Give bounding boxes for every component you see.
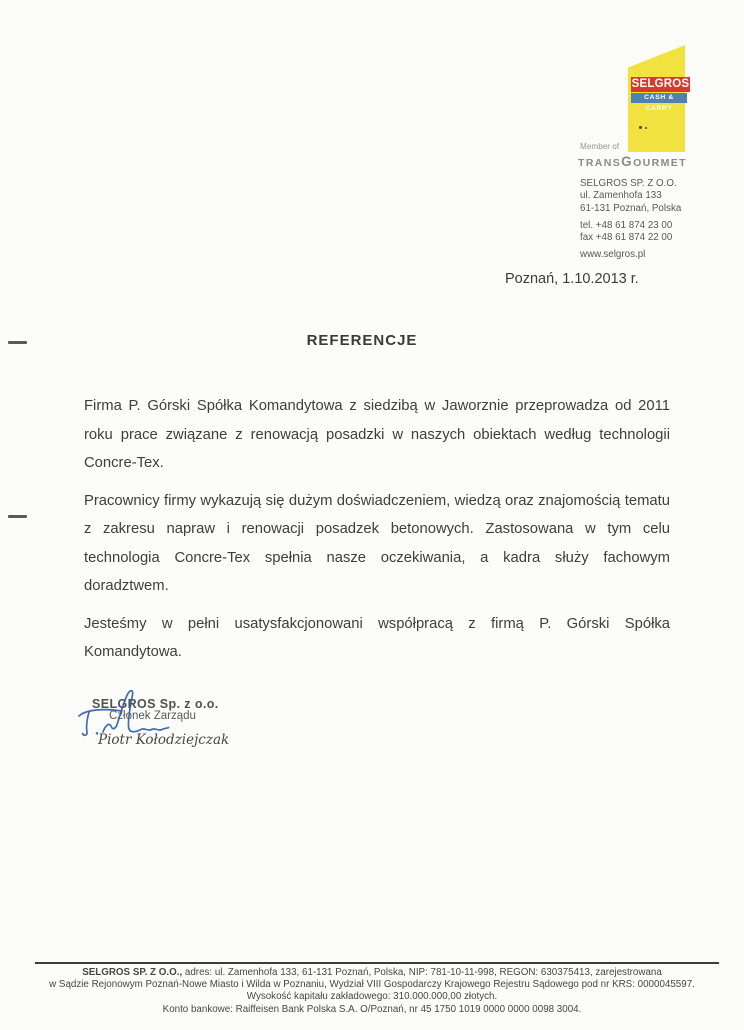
footer-company-bold: SELGROS SP. Z O.O., (82, 967, 183, 978)
transgourmet-pre: TRANS (578, 157, 622, 169)
selgros-logo (628, 45, 692, 153)
street-line: ul. Zamenhofa 133 (580, 190, 662, 202)
website-line: www.selgros.pl (580, 249, 646, 261)
letter-title: REFERENCJE (306, 332, 418, 349)
paragraph-1: Firma P. Górski Spółka Komandytowa z siedzibą w Jaworznie przeprowadza od 2011 roku prace związane z renowacją posadzki w naszych obiektach według technologii Concre-Tex. (84, 398, 670, 471)
letterhead-address (580, 178, 681, 267)
footer-line-1 (0, 967, 744, 979)
company-name: SELGROS SP. Z O.O. (580, 178, 677, 189)
selgros-wordmark: SELGROS (631, 78, 690, 90)
footer-line-4: Konto bankowe: Raiffeisen Bank Polska S.A. O/Poznań, nr 45 1750 1019 0000 0000 0098 3004. (162, 1003, 582, 1015)
transgourmet-wordmark (578, 153, 687, 171)
paragraph-2: Pracownicy firmy wykazują się dużym doświadczeniem, wiedzą oraz znajomością tematu z zakresu napraw i renowacji posadzek betonowych. Zastosowana w tym celu technologia Concre-Tex spełnia nasze oczekiwania, a kadra służy fachowym doradztwem. (84, 492, 670, 594)
cash-and-carry-label: CASH & CARRY (631, 93, 687, 103)
phone-group (580, 220, 681, 245)
footer-line-2: w Sądzie Rejonowym Poznań-Nowe Miasto i Wilda w Poznaniu, Wydział VIII Gospodarczy Krajowego Rejestru Sądowego pod nr KRS: 0000045597. (49, 979, 695, 991)
logo-dot (639, 126, 642, 129)
fold-mark-top (8, 341, 27, 344)
footer-rule (35, 962, 719, 964)
dateline: Poznań, 1.10.2013 r. (505, 271, 639, 287)
footer (0, 962, 744, 1016)
footer-line-3: Wysokość kapitału zakładowego: 310.000.000,00 złotych. (246, 991, 498, 1003)
footer-line-1-rest: adres: ul. Zamenhofa 133, 61-131 Poznań, Polska, NIP: 781-10-11-998, REGON: 630375413, zarejestrowana (182, 967, 662, 978)
fax-line: fax +48 61 874 22 00 (580, 232, 673, 244)
stamp-company: SELGROS Sp. z o.o. (92, 697, 219, 711)
paragraph-3: Jesteśmy w pełni usatysfakcjonowani współpracą z firmą P. Górski Spółka Komandytowa. (84, 615, 670, 660)
fold-mark-bottom (8, 515, 27, 518)
logo-dot (645, 127, 647, 129)
transgourmet-cap: G (621, 154, 634, 169)
member-of-label: Member of (580, 142, 620, 151)
address-group (580, 178, 681, 215)
stamp-role: Członek Zarządu (109, 710, 196, 722)
footer-lines (0, 967, 744, 1016)
signature-block (75, 688, 305, 760)
city-line: 61-131 Poznań, Polska (580, 202, 682, 214)
tel-line: tel. +48 61 874 23 00 (580, 219, 673, 231)
letter-body (84, 392, 670, 676)
handwritten-signature-ink (75, 688, 195, 743)
web-group (580, 249, 681, 261)
transgourmet-post: OURMET (633, 157, 687, 169)
stamp-signer-name: Piotr Kołodziejczak (98, 732, 230, 748)
